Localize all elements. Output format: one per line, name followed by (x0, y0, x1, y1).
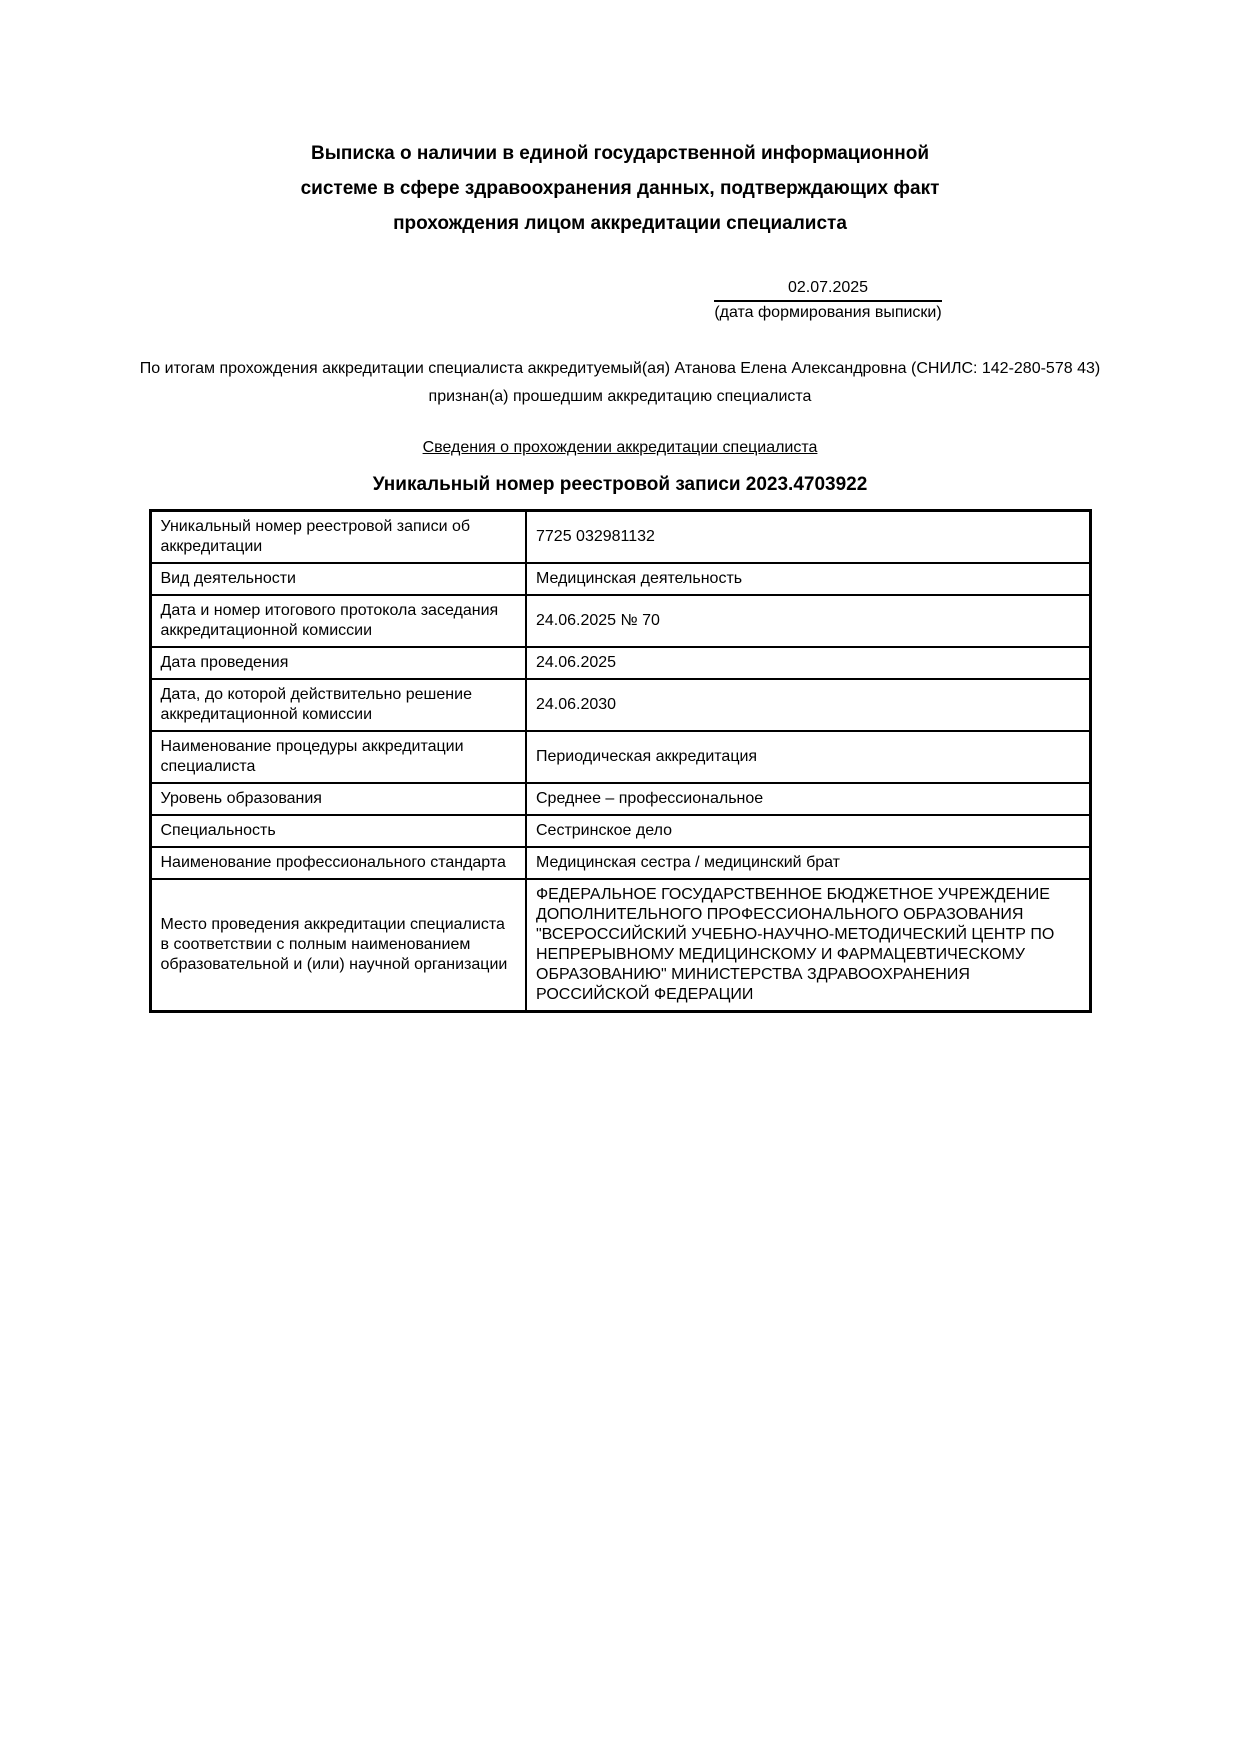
accreditation-details-table (149, 509, 1092, 1013)
row-label: Уровень образования (150, 783, 526, 815)
table-row (150, 783, 1090, 815)
table-row (150, 563, 1090, 595)
document-title-line: системе в сфере здравоохранения данных, подтверждающих факт (300, 178, 940, 199)
row-label: Наименование профессионального стандарта (150, 847, 526, 879)
row-label: Уникальный номер реестровой записи об аккредитации (150, 511, 526, 564)
table-row (150, 679, 1090, 731)
row-label: Дата, до которой действительно решение аккредитационной комиссии (150, 679, 526, 731)
table-row (150, 815, 1090, 847)
table-row (150, 879, 1090, 1012)
row-label: Наименование процедуры аккредитации специалиста (150, 731, 526, 783)
row-value: Среднее – профессиональное (526, 783, 1090, 815)
issue-date-caption: (дата формирования выписки) (714, 304, 942, 321)
table-row (150, 595, 1090, 647)
row-value: 7725 032981132 (526, 511, 1090, 564)
row-value: Периодическая аккредитация (526, 731, 1090, 783)
issue-date: 02.07.2025 (714, 277, 942, 302)
row-value: 24.06.2025 (526, 647, 1090, 679)
row-value: Сестринское дело (526, 815, 1090, 847)
row-label: Дата проведения (150, 647, 526, 679)
document-title (0, 0, 1240, 241)
row-value: ФЕДЕРАЛЬНОЕ ГОСУДАРСТВЕННОЕ БЮДЖЕТНОЕ УЧРЕЖДЕНИЕ ДОПОЛНИТЕЛЬНОГО ПРОФЕССИОНАЛЬНОГО ОБРАЗОВАНИЯ "ВСЕРОССИЙСКИЙ УЧЕБНО-НАУЧНО-МЕТОДИЧЕСКИЙ ЦЕНТР ПО НЕПРЕРЫВНОМУ МЕДИЦИНСКОМУ И ФАРМАЦЕВТИЧЕСКОМУ ОБРАЗОВАНИЮ" МИНИСТЕРСТВА ЗДРАВООХРАНЕНИЯ РОССИЙСКОЙ ФЕДЕРАЦИИ (526, 879, 1090, 1012)
row-label: Место проведения аккредитации специалиста в соответствии с полным наименованием образовательной и (или) научной организации (150, 879, 526, 1012)
issue-date-block (714, 277, 942, 323)
row-label: Дата и номер итогового протокола заседания аккредитационной комиссии (150, 595, 526, 647)
intro-paragraph: По итогам прохождения аккредитации специалиста аккредитуемый(ая) Атанова Елена Александровна (СНИЛС: 142-280-578 43) признан(а) прошедшим аккредитацию специалиста (139, 360, 1101, 405)
table-row (150, 647, 1090, 679)
row-value: Медицинская сестра / медицинский брат (526, 847, 1090, 879)
table-row (150, 731, 1090, 783)
row-label: Специальность (150, 815, 526, 847)
document-title-line: Выписка о наличии в единой государственной информационной (310, 143, 930, 164)
row-label: Вид деятельности (150, 563, 526, 595)
table-row (150, 847, 1090, 879)
row-value: Медицинская деятельность (526, 563, 1090, 595)
section-heading: Сведения о прохождении аккредитации специалиста (422, 439, 818, 456)
document-title-line: прохождения лицом аккредитации специалиста (393, 213, 847, 234)
row-value: 24.06.2030 (526, 679, 1090, 731)
registry-number-heading: Уникальный номер реестровой записи 2023.4703922 (372, 474, 868, 495)
row-value: 24.06.2025 № 70 (526, 595, 1090, 647)
table-row (150, 511, 1090, 564)
